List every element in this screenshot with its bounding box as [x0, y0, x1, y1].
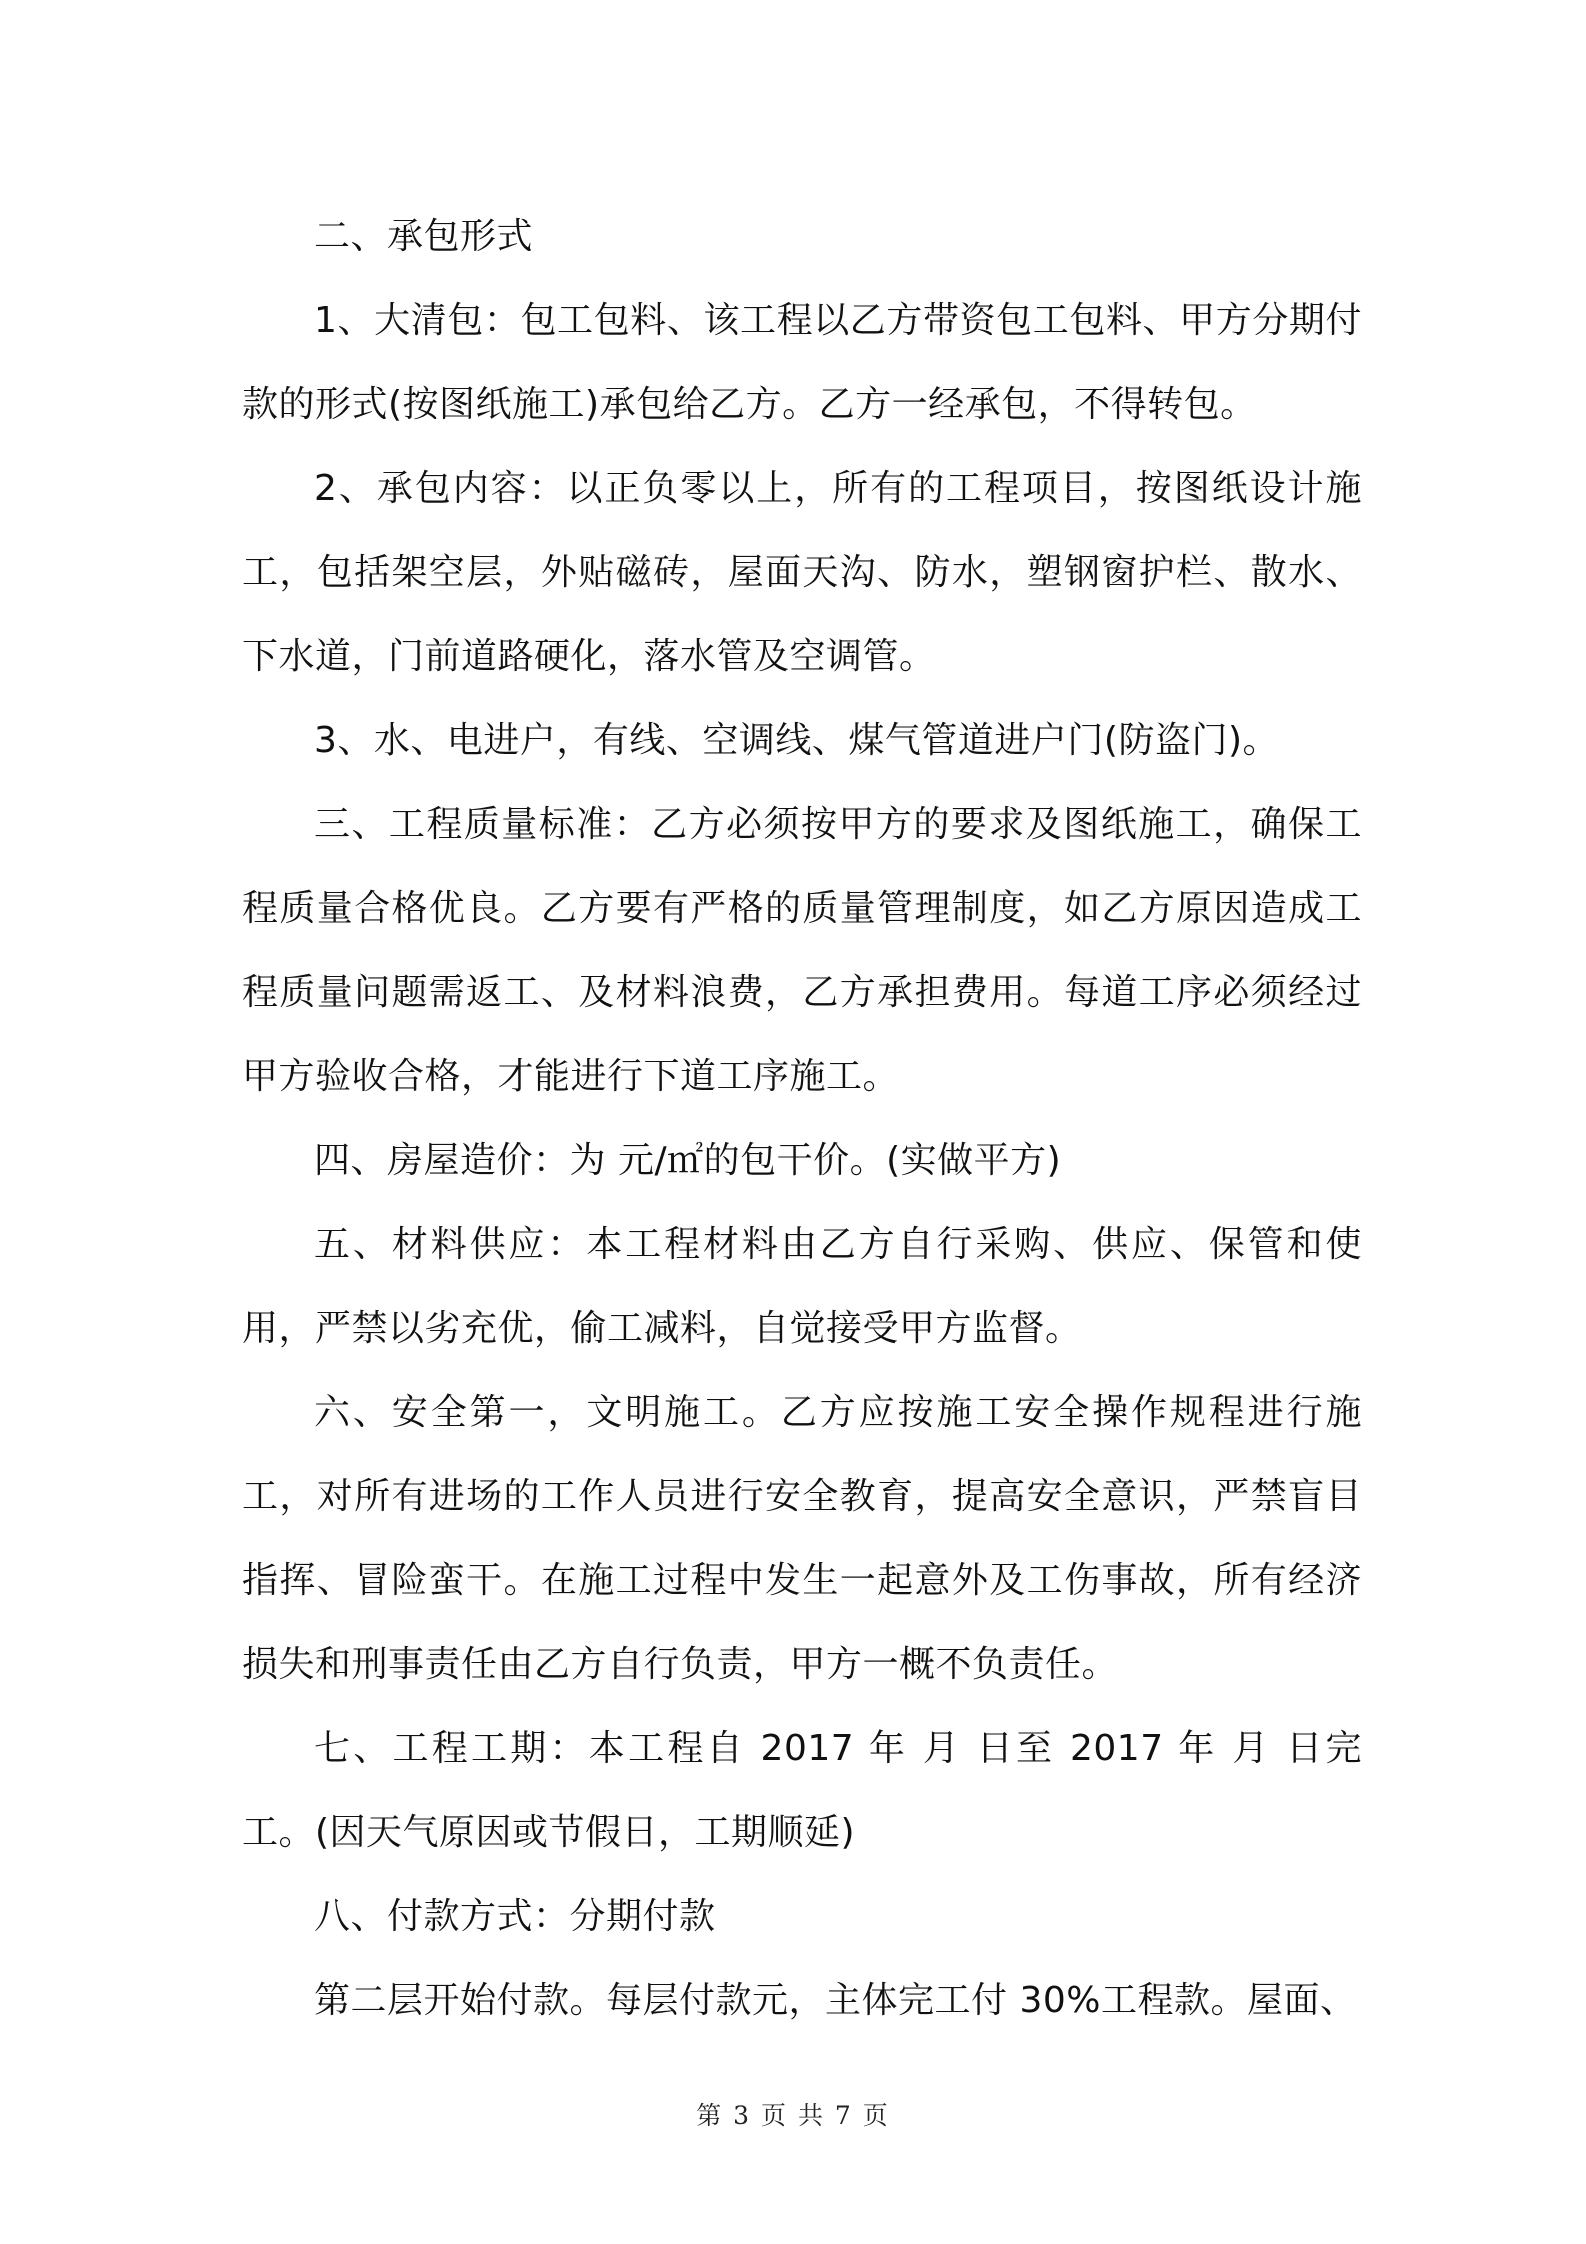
paragraph-clause-2: 2、承包内容：以正负零以上，所有的工程项目，按图纸设计施工，包括架空层，外贴磁砖，屋面天沟、防水，塑钢窗护栏、散水、下水道，门前道路硬化，落水管及空调管。: [242, 468, 1362, 677]
paragraph-house-price: 四、房屋造价：为 元/㎡的包干价。(实做平方): [314, 1140, 1062, 1181]
paragraph-clause-3: 3、水、电进户，有线、空调线、煤气管道进户门(防盗门)。: [314, 720, 1279, 761]
paragraph-safety: 六、安全第一，文明施工。乙方应按施工安全操作规程进行施工，对所有进场的工作人员进行安全教育，提高安全意识，严禁盲目指挥、冒险蛮干。在施工过程中发生一起意外及工伤事故，所有经济损失和刑事责任由乙方自行负责，甲方一概不负责任。: [242, 1392, 1362, 1685]
paragraph-clause-1: 1、大清包：包工包料、该工程以乙方带资包工包料、甲方分期付款的形式(按图纸施工)承包给乙方。乙方一经承包，不得转包。: [242, 300, 1362, 425]
document-body: [242, 195, 1362, 2043]
section-heading-contract-form: 二、承包形式: [314, 216, 534, 257]
page-number-footer: 第 3 页 共 7 页: [696, 2101, 890, 2130]
paragraph-payment-details: 第二层开始付款。每层付款元，主体完工付 30%工程款。屋面、: [314, 1980, 1357, 2021]
paragraph-schedule: 七、工程工期：本工程自 2017 年 月 日至 2017 年 月 日完工。(因天气原因或节假日，工期顺延): [242, 1728, 1362, 1853]
paragraph-material-supply: 五、材料供应：本工程材料由乙方自行采购、供应、保管和使用，严禁以劣充优，偷工减料，自觉接受甲方监督。: [242, 1224, 1362, 1349]
paragraph-quality-standard: 三、工程质量标准：乙方必须按甲方的要求及图纸施工，确保工程质量合格优良。乙方要有严格的质量管理制度，如乙方原因造成工程质量问题需返工、及材料浪费，乙方承担费用。每道工序必须经过甲方验收合格，才能进行下道工序施工。: [242, 804, 1362, 1097]
paragraph-payment-method: 八、付款方式：分期付款: [314, 1896, 716, 1937]
